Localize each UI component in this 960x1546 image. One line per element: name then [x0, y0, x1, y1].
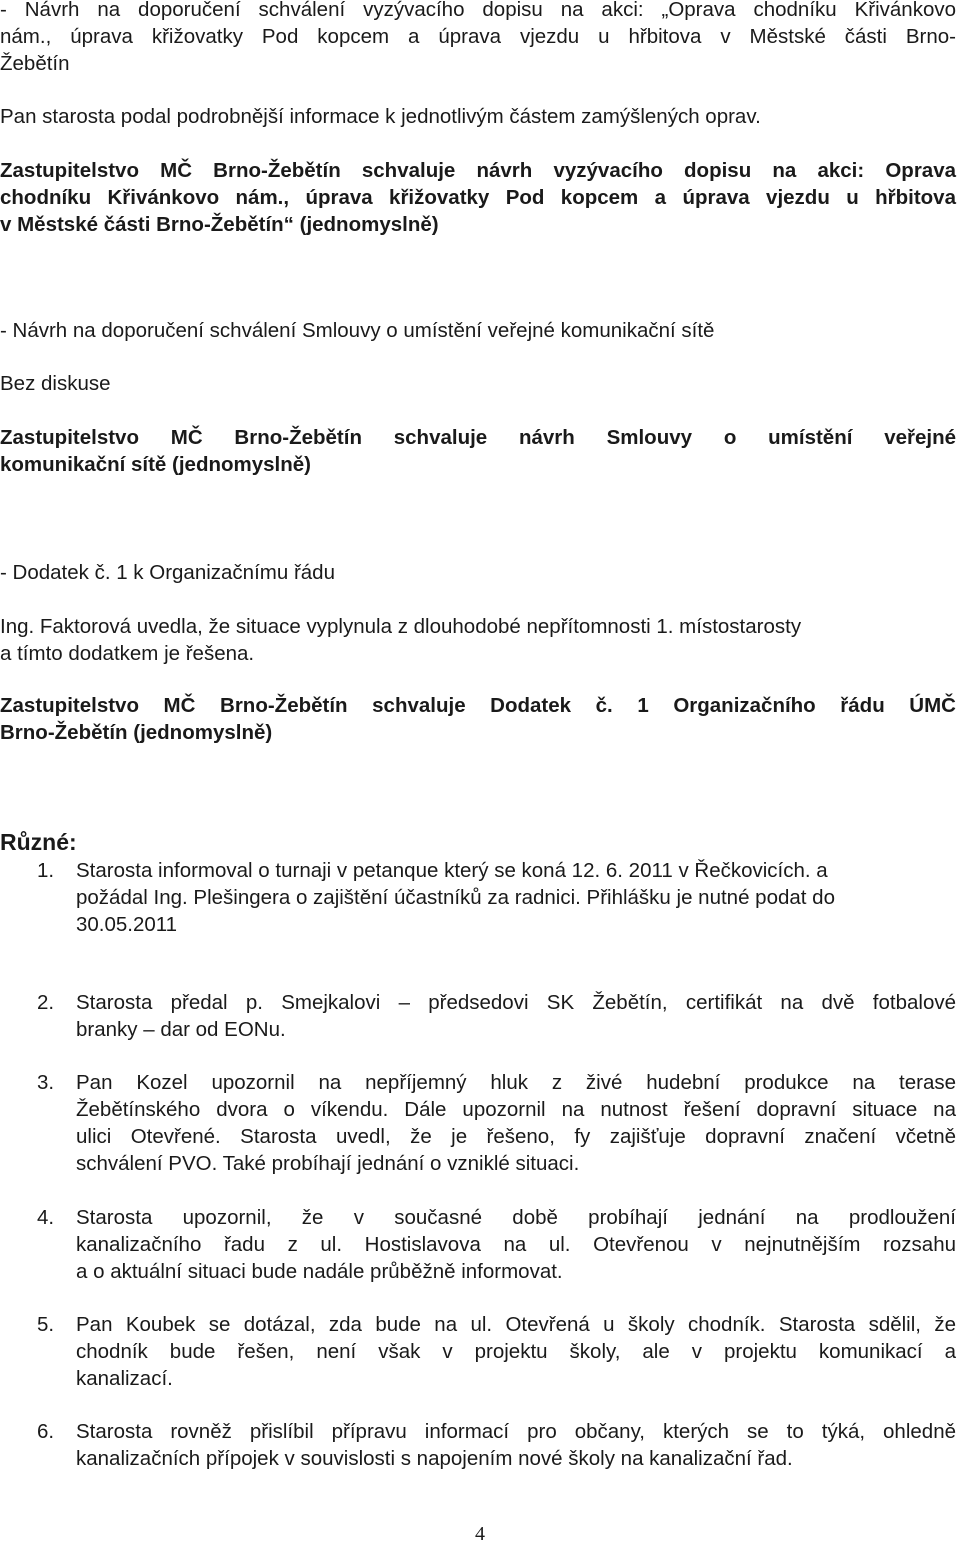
agenda-item-info-3: Ing. Faktorová uvedla, že situace vyplynula z dlouhodobé nepřítomnosti 1. místostarosty a tímto dodatkem je řešena. — [0, 615, 802, 665]
agenda-item-title-3: - Dodatek č. 1 k Organizačnímu řádu — [0, 561, 335, 584]
list-item: 4. Starosta upozornil, že v současné době probíhají jednání na prodloužení kanalizačního řadu z ul. Hostislavova na ul. Otevřenou v nejnutnějším rozsahu a o aktuální situaci bude nadále průběžně informovat. — [37, 1206, 956, 1283]
page-number: 4 — [475, 1523, 485, 1545]
resolution-3: Zastupitelstvo MČ Brno-Žebětín schvaluje Dodatek č. 1 Organizačního řádu ÚMČ Brno-Žebětín (jednomyslně) — [0, 694, 956, 744]
list-item: 1. Starosta informoval o turnaji v petanque který se koná 12. 6. 2011 v Řečkovicích. a požádal Ing. Plešingera o zajištění účastníků za radnici. Přihlášku je nutné podat do 30.05.2011 — [37, 859, 835, 936]
resolution-2: Zastupitelstvo MČ Brno-Žebětín schvaluje návrh Smlouvy o umístění veřejné komunikační sítě (jednomyslně) — [0, 426, 956, 476]
list-item: 5. Pan Koubek se dotázal, zda bude na ul. Otevřená u školy chodník. Starosta sdělil, že chodník bude řešen, není však v projektu školy, ale v projektu komunikací a kanalizací. — [37, 1313, 956, 1390]
resolution-1: Zastupitelstvo MČ Brno-Žebětín schvaluje návrh vyzývacího dopisu na akci: Oprava chodníku Křivánkovo nám., úprava křižovatky Pod kopcem a úprava vjezdu u hřbitova v Městské části Brno-Žebětín“ (jednomyslně) — [0, 159, 956, 236]
list-item: 3. Pan Kozel upozornil na nepříjemný hluk z živé hudební produkce na terase Žebětínského dvora o víkendu. Dále upozornil na nutnost řešení dopravní situace na ulici Otevřené. Starosta uvedl, že je řešeno, fy zajišťuje dopravní značení včetně schválení PVO. Také probíhají jednání o vzniklé situaci. — [37, 1071, 956, 1175]
list-item: 2. Starosta předal p. Smejkalovi – předsedovi SK Žebětín, certifikát na dvě fotbalové branky – dar od EONu. — [37, 991, 956, 1041]
list-item: 6. Starosta rovněž přislíbil přípravu informací pro občany, kterých se to týká, ohledně kanalizačních přípojek v souvislosti s napojením nové školy na kanalizační řad. — [37, 1420, 956, 1470]
agenda-item-info-1: Pan starosta podal podrobnější informace k jednotlivým částem zamýšlených oprav. — [0, 105, 761, 128]
agenda-item-title-1: - Návrh na doporučení schválení vyzývacího dopisu na akci: „Oprava chodníku Křivánkovo nám., úprava křižovatky Pod kopcem a úprava vjezdu u hřbitova v Městské části Brno- Žebětín — [0, 0, 956, 75]
agenda-item-info-2: Bez diskuse — [0, 372, 111, 395]
agenda-item-title-2: - Návrh na doporučení schválení Smlouvy o umístění veřejné komunikační sítě — [0, 319, 715, 342]
section-heading-misc: Různé: — [0, 829, 77, 855]
